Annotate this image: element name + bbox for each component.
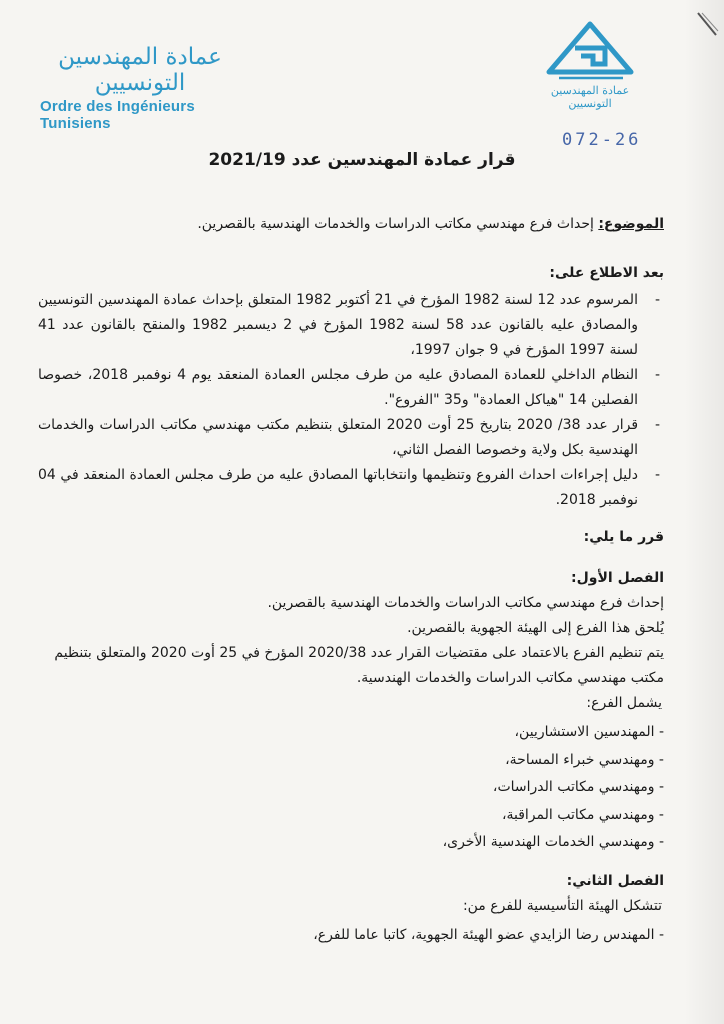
includes-item: - ومهندسي مكاتب المراقبة،	[501, 806, 664, 823]
member-item: - المهندس رضا الزايدي عضو الهيئة الجهوية، كاتبا عاما للفرع،	[313, 926, 664, 943]
document-title: قرار عمادة المهندسين عدد 2021/19	[208, 150, 516, 170]
engineers-order-emblem-icon	[541, 20, 639, 82]
includes-item: - ومهندسي مكاتب الدراسات،	[492, 779, 664, 795]
chapter1-includes-list	[38, 719, 664, 857]
chapter1-heading: الفصل الأول:	[571, 570, 664, 586]
considering-item: - النظام الداخلي للعمادة المصادق عليه من طرف مجلس العمادة المنعقد يوم 4 نوفمبر 2018، خصوصا الفصلين 14 "هياكل العمادة" و35 "الفروع".	[38, 363, 664, 413]
document-body	[38, 212, 664, 949]
logo-left-arabic: عمادة المهندسين التونسيين	[58, 44, 222, 96]
chapter2-members-list	[38, 922, 664, 950]
includes-item: - ومهندسي خبراء المساحة،	[505, 751, 664, 768]
includes-item: - المهندسين الاستشاريين،	[514, 724, 664, 740]
subject-label: الموضوع:	[598, 216, 664, 232]
logo-left	[40, 44, 240, 132]
decision-heading: قرر ما يلي:	[583, 529, 664, 545]
considering-item: - المرسوم عدد 12 لسنة 1982 المؤرخ في 21 أكتوبر 1982 المتعلق بإحداث عمادة المهندسين التونسيين والمصادق عليه بالقانون عدد 58 لسنة 1982 المؤرخ في 2 ديسمبر 1982 والمنقح بالقانون عدد 41 لسنة 1997 المؤرخ في 9 جوان 1997،	[38, 288, 664, 363]
logo-right	[530, 20, 650, 110]
chapter1-paragraph: يتم تنظيم الفرع بالاعتماد على مقتضيات القرار عدد 2020/38 المؤرخ في 25 أوت 2020 والمتعلق بتنظيم مكتب مهندسي مكاتب الدراسات والخدمات الهندسية.	[54, 645, 664, 686]
considering-item: - دليل إجراءات احداث الفروع وتنظيمها وانتخاباتها المصادق عليه من طرف مجلس العمادة المنعقد في 04 نوفمبر 2018.	[38, 463, 664, 513]
logo-left-french: Ordre des Ingénieurs Tunisiens	[40, 98, 195, 132]
considering-heading: بعد الاطلاع على:	[549, 265, 664, 281]
reference-number: 072-26	[562, 130, 642, 150]
chapter1-includes-label: يشمل الفرع:	[586, 695, 662, 711]
considering-item: - قرار عدد 38/ 2020 بتاريخ 25 أوت 2020 المتعلق بتنظيم مكتب مهندسي مكاتب الدراسات والخدمات الهندسية بكل ولاية وخصوصا الفصل الثاني،	[38, 413, 664, 463]
subject-line	[38, 212, 664, 237]
subject-text: إحداث فرع مهندسي مكاتب الدراسات والخدمات الهندسية بالقصرين.	[197, 216, 599, 232]
chapter1-paragraph: إحداث فرع مهندسي مكاتب الدراسات والخدمات الهندسية بالقصرين.	[267, 595, 664, 611]
chapter1-paragraph: يُلحق هذا الفرع إلى الهيئة الجهوية بالقصرين.	[407, 620, 664, 636]
logo-right-arabic: عمادة المهندسين التونسيين	[550, 84, 630, 110]
chapter2-intro: تتشكل الهيئة التأسيسية للفرع من:	[462, 897, 662, 914]
considering-list	[38, 288, 664, 513]
chapter2-heading: الفصل الثاني:	[566, 872, 664, 889]
staple-mark	[694, 10, 720, 38]
includes-item: - ومهندسي الخدمات الهندسية الأخرى،	[442, 834, 664, 850]
